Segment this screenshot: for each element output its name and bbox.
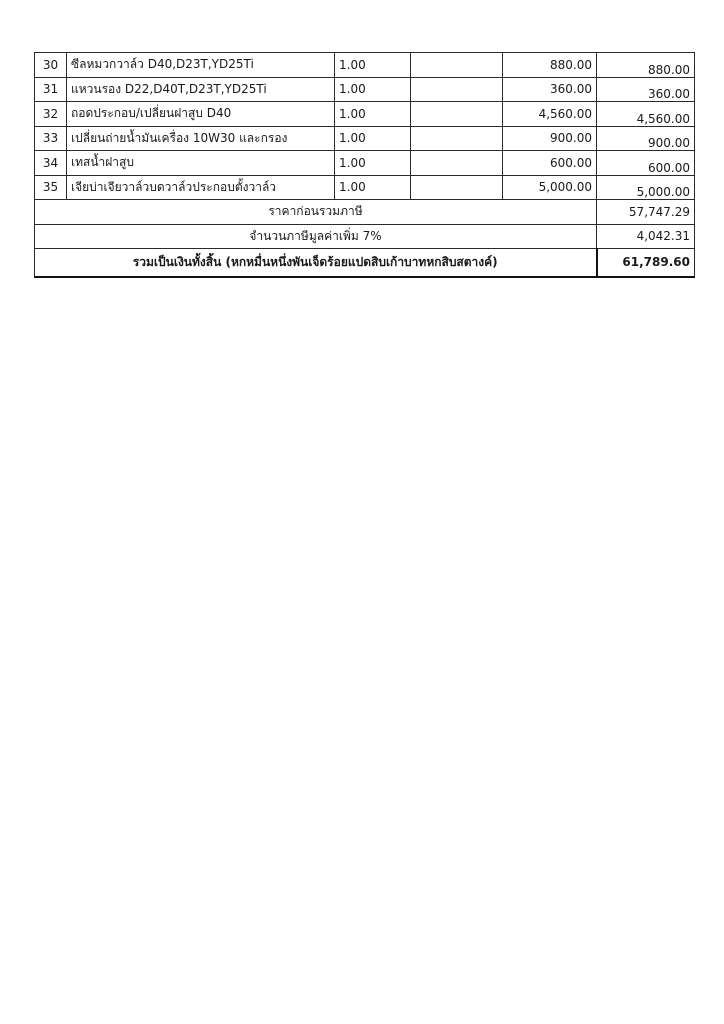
item-number: 35 <box>35 175 67 200</box>
item-total: 880.00 <box>597 53 695 78</box>
item-description: แหวนรอง D22,D40T,D23T,YD25Ti <box>67 77 335 102</box>
vat-label: จำนวนภาษีมูลค่าเพิ่ม 7% <box>35 224 597 249</box>
subtotal-label: ราคาก่อนรวมภาษี <box>35 200 597 225</box>
item-quantity: 1.00 <box>335 53 411 78</box>
item-blank-cell <box>411 77 503 102</box>
item-total: 4,560.00 <box>597 102 695 127</box>
item-quantity: 1.00 <box>335 102 411 127</box>
table-row <box>35 53 695 78</box>
item-description: ถอดประกอบ/เปลี่ยนฝาสูบ D40 <box>67 102 335 127</box>
item-unit-price: 5,000.00 <box>503 175 597 200</box>
table-row <box>35 175 695 200</box>
vat-value: 4,042.31 <box>597 224 695 249</box>
item-total: 600.00 <box>597 151 695 176</box>
item-unit-price: 4,560.00 <box>503 102 597 127</box>
item-quantity: 1.00 <box>335 175 411 200</box>
item-number: 30 <box>35 53 67 78</box>
item-description: เทสน้ำฝาสูบ <box>67 151 335 176</box>
grand-total-label: รวมเป็นเงินทั้งสิ้น (หกหมื่นหนึ่งพันเจ็ดร้อยแปดสิบเก้าบาทหกสิบสตางค์) <box>35 249 597 277</box>
vat-row <box>35 224 695 249</box>
item-description: เปลี่ยนถ่ายน้ำมันเครื่อง 10W30 และกรอง <box>67 126 335 151</box>
item-quantity: 1.00 <box>335 151 411 176</box>
table-row <box>35 126 695 151</box>
grand-total-row <box>35 249 695 277</box>
item-description: เจียบ่าเจียวาล์วบดวาล์วประกอบตั้งวาล์ว <box>67 175 335 200</box>
item-unit-price: 360.00 <box>503 77 597 102</box>
item-total: 900.00 <box>597 126 695 151</box>
item-number: 33 <box>35 126 67 151</box>
table-row <box>35 102 695 127</box>
item-unit-price: 880.00 <box>503 53 597 78</box>
item-description: ซีลหมวกวาล์ว D40,D23T,YD25Ti <box>67 53 335 78</box>
subtotal-value: 57,747.29 <box>597 200 695 225</box>
item-number: 34 <box>35 151 67 176</box>
item-unit-price: 900.00 <box>503 126 597 151</box>
item-number: 31 <box>35 77 67 102</box>
item-quantity: 1.00 <box>335 77 411 102</box>
item-blank-cell <box>411 53 503 78</box>
grand-total-value: 61,789.60 <box>597 249 695 277</box>
item-quantity: 1.00 <box>335 126 411 151</box>
item-number: 32 <box>35 102 67 127</box>
item-total: 5,000.00 <box>597 175 695 200</box>
quotation-table <box>34 52 695 278</box>
item-blank-cell <box>411 102 503 127</box>
item-blank-cell <box>411 126 503 151</box>
subtotal-row <box>35 200 695 225</box>
item-blank-cell <box>411 151 503 176</box>
table-row <box>35 151 695 176</box>
table-row <box>35 77 695 102</box>
item-blank-cell <box>411 175 503 200</box>
item-unit-price: 600.00 <box>503 151 597 176</box>
item-total: 360.00 <box>597 77 695 102</box>
